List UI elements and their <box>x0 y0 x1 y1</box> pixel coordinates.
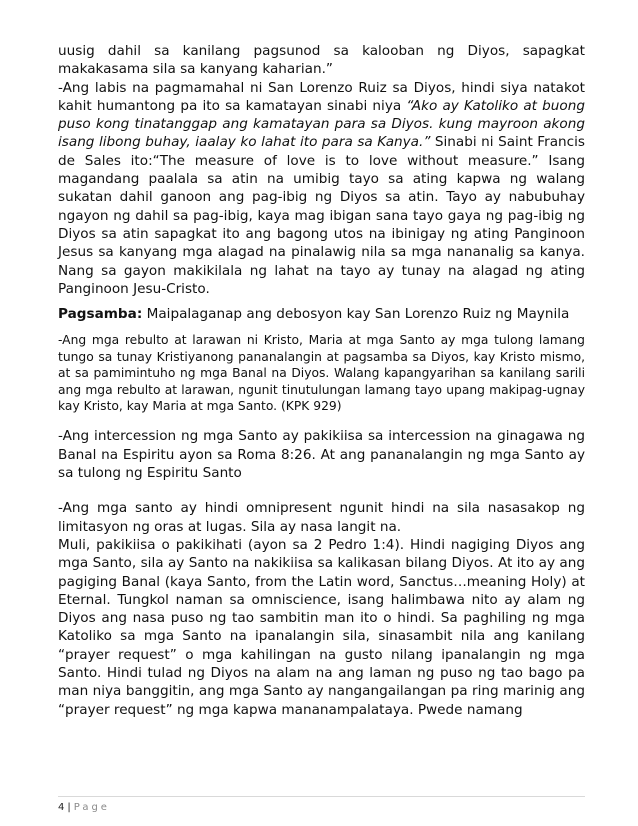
paragraph-2 <box>58 79 585 299</box>
pagsamba-text: Maipalaganap ang debosyon kay San Lorenzo Ruiz ng Maynila <box>142 306 570 323</box>
paragraph-2-start: -Ang labis na pagmamahal ni San Lorenzo Ruiz sa Diyos, hindi siya natakot kahit humantong pa ito sa kamatayan sinabi niya <box>58 79 585 114</box>
document-body <box>58 42 585 719</box>
paragraph-6: -Ang mga santo ay hindi omnipresent ngunit hindi na sila nasasakop ng limitasyon ng oras at lugas. Sila ay nasa langit na. <box>58 500 585 535</box>
paragraph-2-quote: “Ako ay Katoliko at buong puso kong tinatanggap ang kamatayan para sa Diyos. kung mayroon akong isang libong buhay, iaalay ko lahat ito para sa Kanya.” <box>58 97 585 151</box>
pagsamba-paragraph <box>58 305 585 323</box>
paragraph-2-end: Sinabi ni Saint Francis de Sales ito:“The measure of love is to love without measure.” Isang magandang paalala sa atin na umibig tayo sa ating kapwa ng walang sukatan dahil ganoon ang pag-ibig ng Diyos sa atin. Tayo ay nabubuhay ngayon ng dahil sa pag-ibig, kaya mag ibigan sana tayo gaya ng pag-ibig ng Diyos sa atin sapagkat ito ang bagong utos na ibinigay ng ating Panginoon Jesus sa kanyang mga alagad na pinalawig nila sa mga nananalig sa kanya. Nang sa gayon makikilala ng lahat na tayo ay tunay na alagad ng ating Panginoon Jesu-Cristo. <box>58 134 585 297</box>
paragraph-5: -Ang intercession ng mga Santo ay pakikiisa sa intercession na ginagawa ng Banal na Espiritu ayon sa Roma 8:26. At ang pananalangin ng mga Santo ay sa tulong ng Espiritu Santo <box>58 428 585 482</box>
footer-separator: | <box>67 802 71 813</box>
page-number: 4 <box>58 802 65 813</box>
paragraph-7: Muli, pakikiisa o pakikihati (ayon sa 2 Pedro 1:4). Hindi nagiging Diyos ang mga Santo, sila ay Santo na nakikiisa sa kalikasan bilang Diyos. At ito ay ang pagiging Banal (kaya Santo, from the Latin word, Sanctus…meaning Holy) at Eternal. Tungkol naman sa omniscience, isang halimbawa nito ay alam ng Diyos ang nasa puso ng tao sambitin man ito o hindi. Sa paghiling ng mga Katoliko sa mga Santo na ipanalangin sila, sinasambit nila ang kanilang “prayer request” o mga kahilingan na gusto nilang ipanalangin ng mga Santo. Hindi tulad ng Diyos na alam na ang laman ng puso ng tao bago pa man niya banggitin, ang mga Santo ay nangangailangan pa ring marinig ang “prayer request” ng mga kapwa mananampalataya. Pwede namang <box>58 536 585 718</box>
page-label: Page <box>73 802 110 813</box>
paragraph-1: uusig dahil sa kanilang pagsunod sa kalooban ng Diyos, sapagkat makakasama sila sa kanyang kaharian.” <box>58 43 585 78</box>
paragraph-4: -Ang mga rebulto at larawan ni Kristo, Maria at mga Santo ay mga tulong lamang tungo sa tunay Kristiyanong pananalangin at pagsamba sa Diyos, kay Kristo mismo, at sa pamimintuho ng mga Banal na Diyos. Walang kapangyarihan sa kanilang sarili ang mga rebulto at larawan, ngunit tinutulungan lamang tayo upang makipag-ugnay kay Kristo, kay Maria at mga Santo. (KPK 929) <box>58 333 585 414</box>
page-footer <box>58 796 585 813</box>
pagsamba-label: Pagsamba: <box>58 306 143 323</box>
